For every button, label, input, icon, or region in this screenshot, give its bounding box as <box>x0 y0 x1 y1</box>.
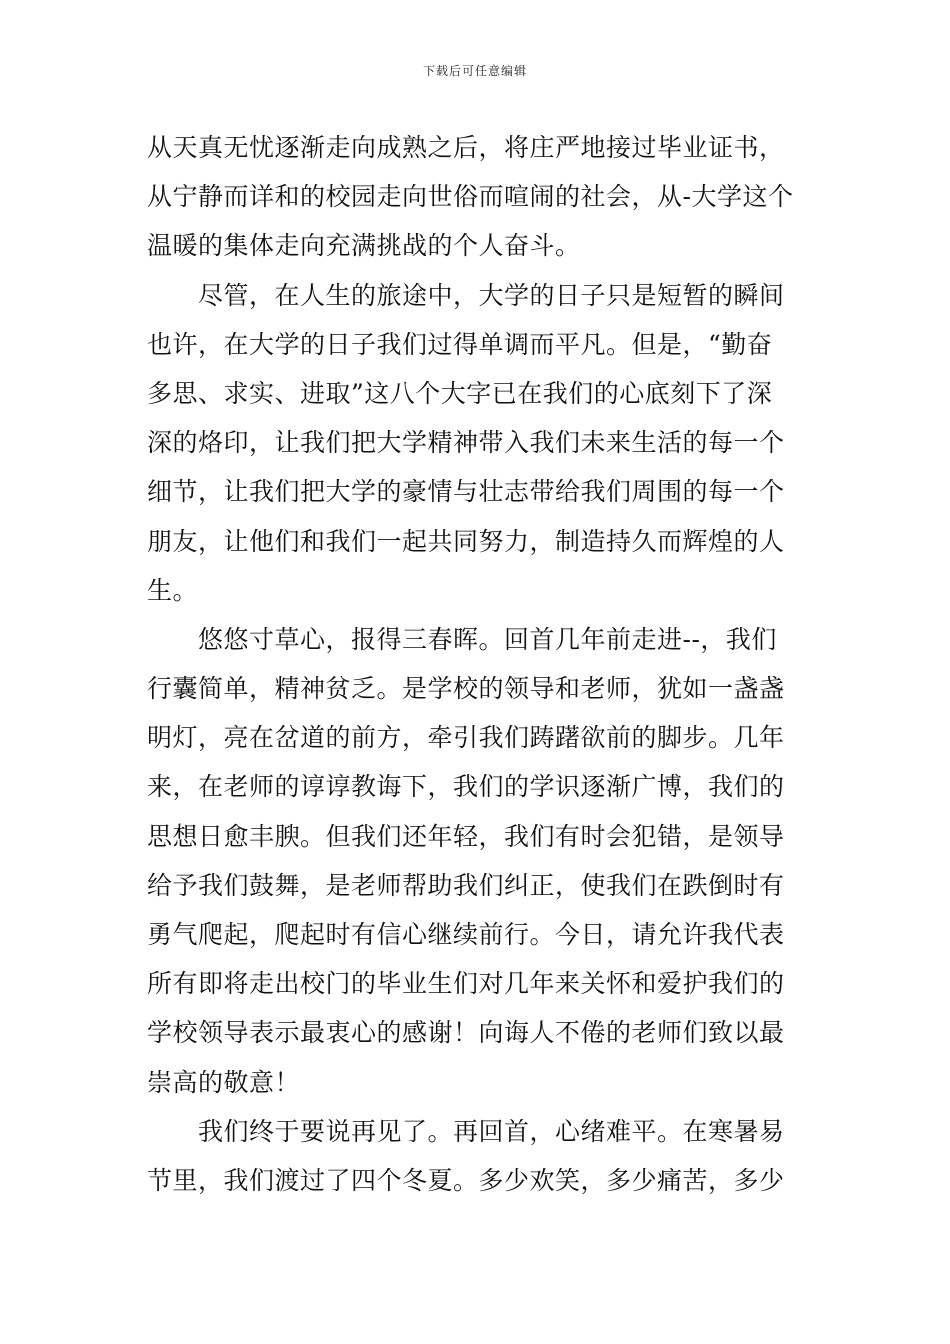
text-line: 节里，我们渡过了四个冬夏。多少欢笑，多少痛苦，多少 <box>147 1165 785 1195</box>
text-line: 多思、求实、进取”这八个大字已在我们的心底刻下了深 <box>147 378 773 408</box>
text-line: 行囊简单，精神贫乏。是学校的领导和老师，犹如一盏盏 <box>147 674 785 704</box>
text-line: 尽管，在人生的旅途中，大学的日子只是短暂的瞬间 <box>147 280 785 310</box>
text-line: 生。 <box>147 575 199 605</box>
text-line: 朋友，让他们和我们一起共同努力，制造持久而辉煌的人 <box>147 526 785 556</box>
text-line: 从宁静而详和的校园走向世俗而喧闹的社会，从-大学这个 <box>147 182 794 212</box>
text-line: 从天真无忧逐渐走向成熟之后，将庄严地接过毕业证书， <box>147 133 785 162</box>
document-body <box>147 123 807 1205</box>
text-line: 温暖的集体走向充满挑战的个人奋斗。 <box>147 231 581 261</box>
text-line: 思想日愈丰腴。但我们还年轻，我们有时会犯错，是领导 <box>147 821 785 851</box>
text-line: 学校领导表示最衷心的感谢！向诲人不倦的老师们致以最 <box>147 1018 785 1048</box>
text-line: 勇气爬起，爬起时有信心继续前行。今日，请允许我代表 <box>147 920 785 949</box>
text-line: 细节，让我们把大学的豪情与壮志带给我们周围的每一个 <box>147 477 785 507</box>
text-line: 悠悠寸草心，报得三春晖。回首几年前走进--，我们 <box>147 624 777 654</box>
text-line: 深的烙印，让我们把大学精神带入我们未来生活的每一个 <box>147 428 785 458</box>
text-line: 明灯，亮在岔道的前方，牵引我们踌躇欲前的脚步。几年 <box>147 723 785 753</box>
text-line: 所有即将走出校门的毕业生们对几年来关怀和爱护我们的 <box>147 969 785 999</box>
text-line: 来，在老师的谆谆教诲下，我们的学识逐渐广博，我们的 <box>147 772 785 802</box>
text-line: 给予我们鼓舞，是老师帮助我们纠正，使我们在跌倒时有 <box>147 870 785 900</box>
text-line: 也许，在大学的日子我们过得单调而平凡。但是，“勤奋 <box>147 329 773 359</box>
text-line: 崇高的敬意！ <box>147 1067 301 1097</box>
text-line: 我们终于要说再见了。再回首，心绪难平。在寒暑易 <box>147 1116 785 1146</box>
page-header: 下载后可任意编辑 <box>422 64 527 78</box>
